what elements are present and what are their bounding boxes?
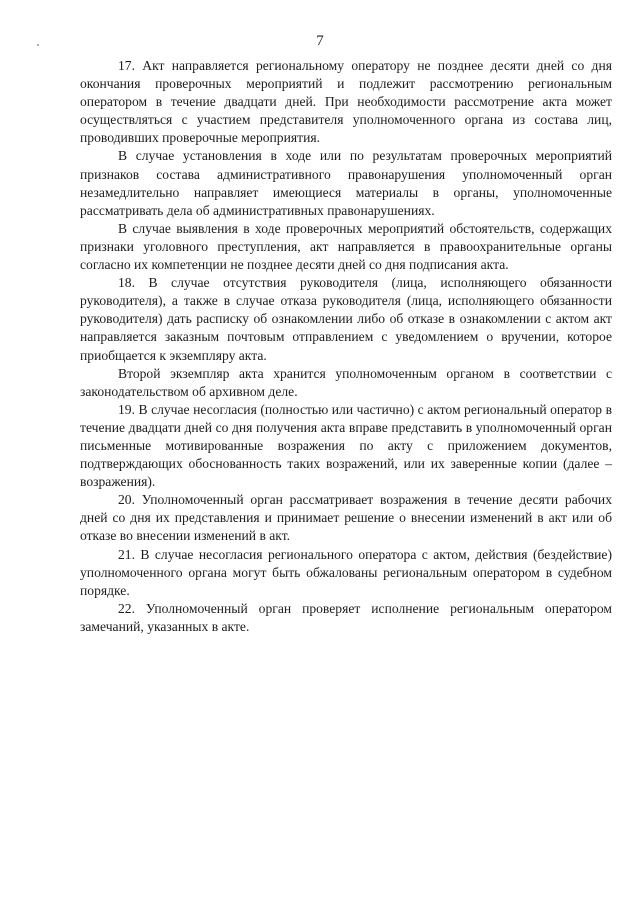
document-body	[80, 57, 612, 636]
paragraph-17: 17. Акт направляется региональному оператору не позднее десяти дней со дня окончания проверочных мероприятий и подлежит рассмотрению региональным оператором в течение двадцати дней. При необходимости рассмотрение акта может осуществляться с участием представителя уполномоченного органа из состава лиц, проводивших проверочные мероприятия.	[80, 58, 612, 146]
paragraph-18: 18. В случае отсутствия руководителя (лица, исполняющего обязанности руководителя), а также в случае отказа руководителя (лица, исполняющего обязанности руководителя) дать расписку об ознакомлении либо об отказе в ознакомлении с актом акт направляется заказным почтовым отправлением с уведомлением о вручении, которое приобщается к экземпляру акта.	[80, 275, 612, 363]
paragraph-17-admin-offense: В случае установления в ходе или по результатам проверочных мероприятий признаков состава административного правонарушения уполномоченный орган незамедлительно направляет имеющиеся материалы в органы, уполномоченные рассматривать дела об административных правонарушениях.	[80, 148, 612, 218]
paragraph-20: 20. Уполномоченный орган рассматривает возражения в течение десяти рабочих дней со дня их представления и принимает решение о внесении изменений в акт или об отказе во внесении изменений в акт.	[80, 492, 612, 544]
paragraph-22: 22. Уполномоченный орган проверяет исполнение региональным оператором замечаний, указанных в акте.	[80, 600, 612, 634]
paragraph-18-second-copy: Второй экземпляр акта хранится уполномоченным органом в соответствии с законодательством об архивном деле.	[80, 365, 612, 399]
paragraph-21: 21. В случае несогласия регионального оператора с актом, действия (бездействие) уполномоченного органа могут быть обжалованы региональным оператором в судебном порядке.	[80, 546, 612, 598]
paragraph-19: 19. В случае несогласия (полностью или частично) с актом региональный оператор в течение двадцати дней со дня получения акта вправе представить в уполномоченный орган письменные мотивированные возражения по акту с приложением документов, подтверждающих обоснованность таких возражений, или их заверенные копии (далее – возражения).	[80, 401, 612, 490]
paragraph-17-criminal: В случае выявления в ходе проверочных мероприятий обстоятельств, содержащих признаки уголовного преступления, акт направляется в правоохранительные органы согласно их компетенции не позднее десяти дней со дня подписания акта.	[80, 220, 612, 273]
page-number: 7	[316, 33, 324, 49]
